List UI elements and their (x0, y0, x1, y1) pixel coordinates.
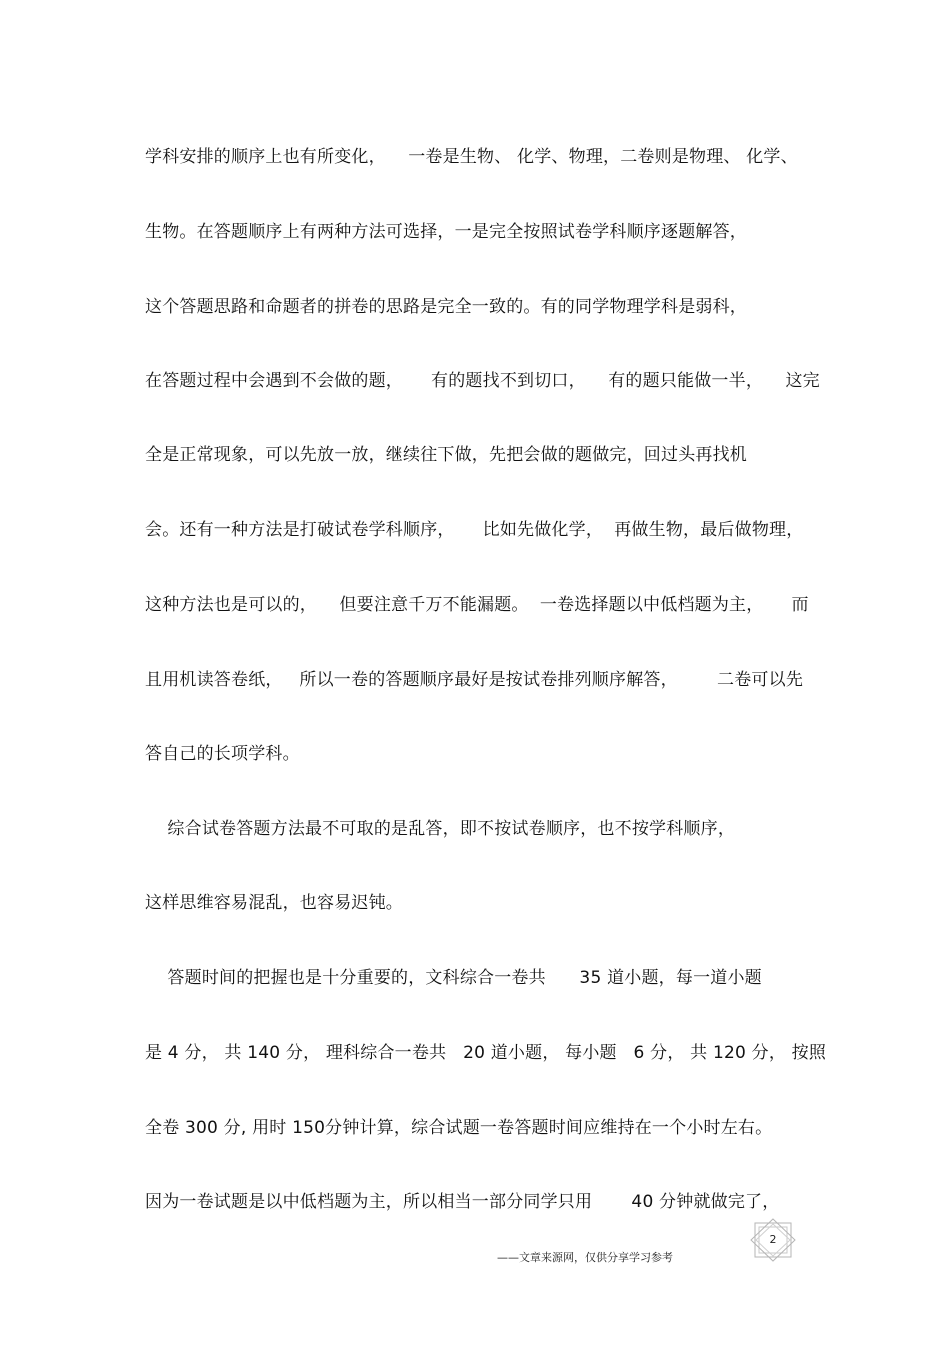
text-line-14: 全卷 300 分, 用时 150分钟计算，综合试题一卷答题时间应维持在一个小时左右。 (145, 1118, 773, 1138)
text-line-2: 生物。在答题顺序上有两种方法可选择，一是完全按照试卷学科顺序逐题解答， (145, 222, 747, 242)
text-line-3: 这个答题思路和命题者的拼卷的思路是完全一致的。有的同学物理学科是弱科， (145, 297, 747, 317)
text-line-4: 在答题过程中会遇到不会做的题， 有的题找不到切口， 有的题只能做一半， 这完 (145, 371, 820, 391)
text-line-11: 这样思维容易混乱，也容易迟钝。 (145, 893, 403, 913)
text-line-5: 全是正常现象，可以先放一放，继续往下做，先把会做的题做完，回过头再找机 (145, 445, 747, 465)
text-line-6: 会。还有一种方法是打破试卷学科顺序， 比如先做化学， 再做生物，最后做物理， (145, 520, 804, 540)
text-line-9: 答自己的长项学科。 (145, 744, 300, 764)
text-line-8: 且用机读答卷纸， 所以一卷的答题顺序最好是按试卷排列顺序解答， 二卷可以先 (145, 670, 804, 690)
page-number-badge (750, 1218, 796, 1262)
text-line-12: 答题时间的把握也是十分重要的，文科综合一卷共 35 道小题，每一道小题 (145, 968, 762, 988)
text-line-7: 这种方法也是可以的， 但要注意千万不能漏题。 一卷选择题以中低档题为主， 而 (145, 595, 809, 615)
text-line-13: 是 4 分， 共 140 分， 理科综合一卷共 20 道小题， 每小题 6 分， 共 120 分， 按照 (145, 1043, 827, 1063)
text-line-10: 综合试卷答题方法最不可取的是乱答，即不按试卷顺序，也不按学科顺序， (145, 819, 736, 839)
text-line-15: 因为一卷试题是以中低档题为主，所以相当一部分同学只用 40 分钟就做完了， (145, 1192, 780, 1212)
footer-source-text: ——文章来源网，仅供分享学习参考 (497, 1251, 673, 1264)
text-line-1: 学科安排的顺序上也有所变化， 一卷是生物、 化学、物理，二卷则是物理、 化学、 (145, 147, 798, 167)
page-number: 2 (769, 1233, 777, 1246)
